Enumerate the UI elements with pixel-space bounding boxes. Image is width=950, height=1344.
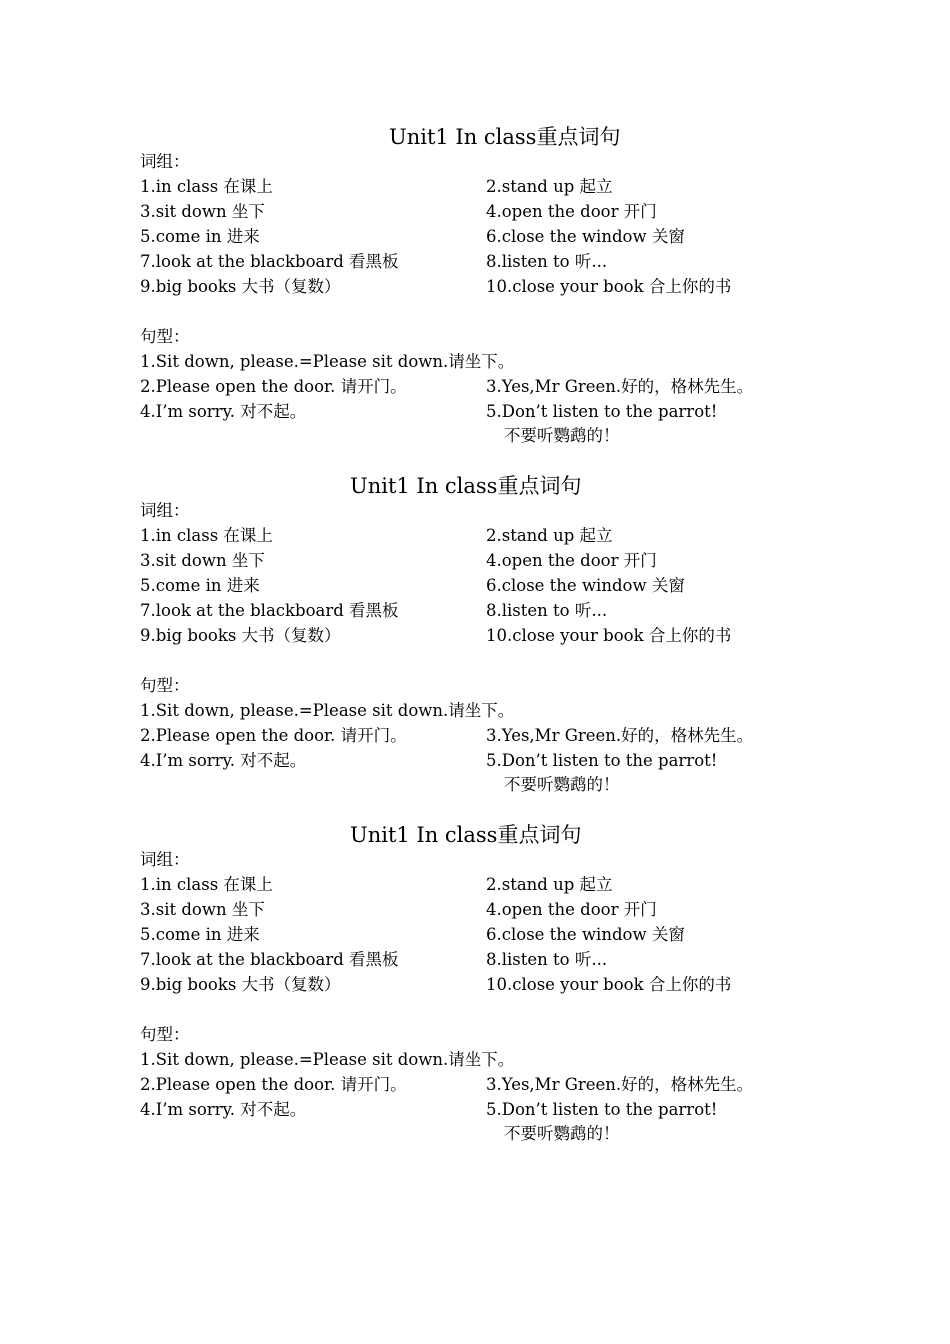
phrase-item: 2.stand up 起立 bbox=[486, 177, 613, 196]
phrase-item: 3.sit down 坐下 bbox=[140, 202, 265, 221]
phrase-item: 4.open the door 开门 bbox=[486, 551, 657, 570]
sentences-heading: 句型： bbox=[140, 676, 190, 695]
phrase-item: 10.close your book 合上你的书 bbox=[486, 975, 732, 994]
phrases-heading: 词组： bbox=[140, 152, 190, 171]
phrase-item: 10.close your book 合上你的书 bbox=[486, 277, 732, 296]
sentence-item: 3.Yes,Mr Green.好的，格林先生。 bbox=[486, 1075, 754, 1094]
sentences-heading: 句型： bbox=[140, 327, 190, 346]
phrase-item: 8.listen to 听... bbox=[486, 950, 608, 969]
phrase-item: 1.in class 在课上 bbox=[140, 526, 273, 545]
phrase-item: 1.in class 在课上 bbox=[140, 875, 273, 894]
sentence-item: 1.Sit down, please.=Please sit down.请坐下。 bbox=[140, 352, 515, 371]
section-title: Unit1 In class重点词句 bbox=[350, 474, 582, 498]
sentence-item: 5.Don’t listen to the parrot! bbox=[486, 751, 718, 770]
sentence-item: 2.Please open the door. 请开门。 bbox=[140, 377, 407, 396]
sentence-item: 3.Yes,Mr Green.好的，格林先生。 bbox=[486, 377, 754, 396]
phrases-heading: 词组： bbox=[140, 850, 190, 869]
phrase-item: 6.close the window 关窗 bbox=[486, 227, 685, 246]
phrase-item: 9.big books 大书（复数） bbox=[140, 277, 341, 296]
sentences-heading: 句型： bbox=[140, 1025, 190, 1044]
sentence-translation: 不要听鹦鹉的！ bbox=[504, 775, 620, 794]
phrase-item: 1.in class 在课上 bbox=[140, 177, 273, 196]
phrase-item: 9.big books 大书（复数） bbox=[140, 626, 341, 645]
sentence-translation: 不要听鹦鹉的！ bbox=[504, 1124, 620, 1143]
sentence-item: 1.Sit down, please.=Please sit down.请坐下。 bbox=[140, 701, 515, 720]
phrase-item: 8.listen to 听... bbox=[486, 601, 608, 620]
section-title: Unit1 In class重点词句 bbox=[350, 823, 582, 847]
sentence-item: 3.Yes,Mr Green.好的，格林先生。 bbox=[486, 726, 754, 745]
phrase-item: 2.stand up 起立 bbox=[486, 875, 613, 894]
phrase-item: 6.close the window 关窗 bbox=[486, 576, 685, 595]
phrase-item: 6.close the window 关窗 bbox=[486, 925, 685, 944]
phrase-item: 4.open the door 开门 bbox=[486, 900, 657, 919]
phrase-item: 7.look at the blackboard 看黑板 bbox=[140, 950, 399, 969]
phrase-item: 3.sit down 坐下 bbox=[140, 900, 265, 919]
phrase-item: 5.come in 进来 bbox=[140, 925, 260, 944]
sentence-item: 4.I’m sorry. 对不起。 bbox=[140, 1100, 307, 1119]
phrase-item: 4.open the door 开门 bbox=[486, 202, 657, 221]
phrase-item: 3.sit down 坐下 bbox=[140, 551, 265, 570]
sentence-item: 4.I’m sorry. 对不起。 bbox=[140, 751, 307, 770]
phrase-item: 10.close your book 合上你的书 bbox=[486, 626, 732, 645]
sentence-item: 5.Don’t listen to the parrot! bbox=[486, 402, 718, 421]
phrases-heading: 词组： bbox=[140, 501, 190, 520]
phrase-item: 5.come in 进来 bbox=[140, 576, 260, 595]
sentence-item: 4.I’m sorry. 对不起。 bbox=[140, 402, 307, 421]
section-title: Unit1 In class重点词句 bbox=[389, 125, 621, 149]
phrase-item: 9.big books 大书（复数） bbox=[140, 975, 341, 994]
phrase-item: 2.stand up 起立 bbox=[486, 526, 613, 545]
sentence-item: 2.Please open the door. 请开门。 bbox=[140, 726, 407, 745]
phrase-item: 5.come in 进来 bbox=[140, 227, 260, 246]
sentence-item: 1.Sit down, please.=Please sit down.请坐下。 bbox=[140, 1050, 515, 1069]
phrase-item: 8.listen to 听... bbox=[486, 252, 608, 271]
phrase-item: 7.look at the blackboard 看黑板 bbox=[140, 252, 399, 271]
phrase-item: 7.look at the blackboard 看黑板 bbox=[140, 601, 399, 620]
sentence-item: 5.Don’t listen to the parrot! bbox=[486, 1100, 718, 1119]
sentence-translation: 不要听鹦鹉的！ bbox=[504, 426, 620, 445]
sentence-item: 2.Please open the door. 请开门。 bbox=[140, 1075, 407, 1094]
